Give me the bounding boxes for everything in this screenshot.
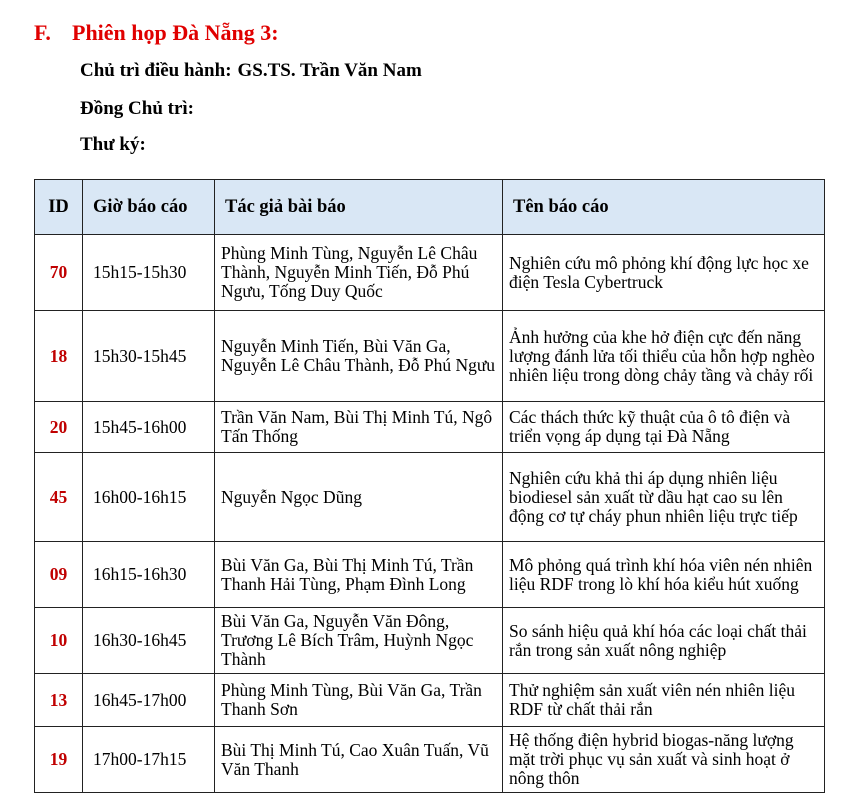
row-time: 16h45-17h00	[83, 674, 215, 727]
table-row	[35, 311, 825, 402]
chair-label: Chủ trì điều hành:	[80, 60, 232, 81]
secretary-label: Thư ký:	[80, 134, 146, 155]
row-time: 16h15-16h30	[83, 542, 215, 608]
row-title: Các thách thức kỹ thuật của ô tô điện và triển vọng áp dụng tại Đà Nẵng	[503, 402, 825, 453]
chair-value: GS.TS. Trần Văn Nam	[237, 60, 422, 81]
row-authors: Phùng Minh Tùng, Bùi Văn Ga, Trần Thanh Sơn	[215, 674, 503, 727]
row-title: Thử nghiệm sản xuất viên nén nhiên liệu RDF từ chất thải rắn	[503, 674, 825, 727]
row-title: Hệ thống điện hybrid biogas-năng lượng mặt trời phục vụ sản xuất và sinh hoạt ở nông thôn	[503, 727, 825, 793]
row-time: 16h00-16h15	[83, 453, 215, 542]
row-id: 13	[35, 674, 83, 727]
row-title: Nghiên cứu khả thi áp dụng nhiên liệu biodiesel sản xuất từ dầu hạt cao su lên động cơ tự cháy phun nhiên liệu trực tiếp	[503, 453, 825, 542]
row-id: 09	[35, 542, 83, 608]
row-authors: Bùi Thị Minh Tú, Cao Xuân Tuấn, Vũ Văn Thanh	[215, 727, 503, 793]
table-row	[35, 235, 825, 311]
table-header-row	[35, 180, 825, 235]
row-time: 15h30-15h45	[83, 311, 215, 402]
row-title: Ảnh hưởng của khe hở điện cực đến năng lượng đánh lửa tối thiểu của hỗn hợp nghèo nhiên liệu trong dòng chảy tầng và chảy rối	[503, 311, 825, 402]
table-row	[35, 674, 825, 727]
row-authors: Trần Văn Nam, Bùi Thị Minh Tú, Ngô Tấn Thống	[215, 402, 503, 453]
cochair-label: Đồng Chủ trì:	[80, 98, 195, 119]
section-title: Phiên họp Đà Nẵng 3:	[72, 20, 279, 45]
secretary-line	[80, 134, 146, 156]
row-authors: Bùi Văn Ga, Bùi Thị Minh Tú, Trần Thanh Hải Tùng, Phạm Đình Long	[215, 542, 503, 608]
table-row	[35, 608, 825, 674]
row-title: So sánh hiệu quả khí hóa các loại chất thải rắn trong sản xuất nông nghiệp	[503, 608, 825, 674]
header-time: Giờ báo cáo	[83, 180, 215, 235]
row-authors: Phùng Minh Tùng, Nguyễn Lê Châu Thành, Nguyễn Minh Tiến, Đỗ Phú Ngưu, Tống Duy Quốc	[215, 235, 503, 311]
row-id: 18	[35, 311, 83, 402]
header-title: Tên báo cáo	[503, 180, 825, 235]
table-row	[35, 727, 825, 793]
row-time: 15h45-16h00	[83, 402, 215, 453]
row-id: 45	[35, 453, 83, 542]
row-time: 16h30-16h45	[83, 608, 215, 674]
row-id: 70	[35, 235, 83, 311]
table-row	[35, 542, 825, 608]
cochair-line	[80, 98, 194, 120]
schedule-table	[34, 179, 825, 793]
row-authors: Bùi Văn Ga, Nguyễn Văn Đông, Trương Lê Bích Trâm, Huỳnh Ngọc Thành	[215, 608, 503, 674]
row-time: 15h15-15h30	[83, 235, 215, 311]
section-heading	[34, 20, 279, 46]
header-authors: Tác giả bài báo	[215, 180, 503, 235]
row-id: 20	[35, 402, 83, 453]
row-id: 10	[35, 608, 83, 674]
section-letter: F.	[34, 20, 51, 45]
table-row	[35, 453, 825, 542]
header-id: ID	[35, 180, 83, 235]
row-time: 17h00-17h15	[83, 727, 215, 793]
chair-line	[80, 60, 422, 82]
row-id: 19	[35, 727, 83, 793]
row-title: Nghiên cứu mô phỏng khí động lực học xe điện Tesla Cybertruck	[503, 235, 825, 311]
row-title: Mô phỏng quá trình khí hóa viên nén nhiên liệu RDF trong lò khí hóa kiểu hút xuống	[503, 542, 825, 608]
row-authors: Nguyễn Ngọc Dũng	[215, 453, 503, 542]
table-row	[35, 402, 825, 453]
row-authors: Nguyễn Minh Tiến, Bùi Văn Ga, Nguyễn Lê Châu Thành, Đỗ Phú Ngưu	[215, 311, 503, 402]
